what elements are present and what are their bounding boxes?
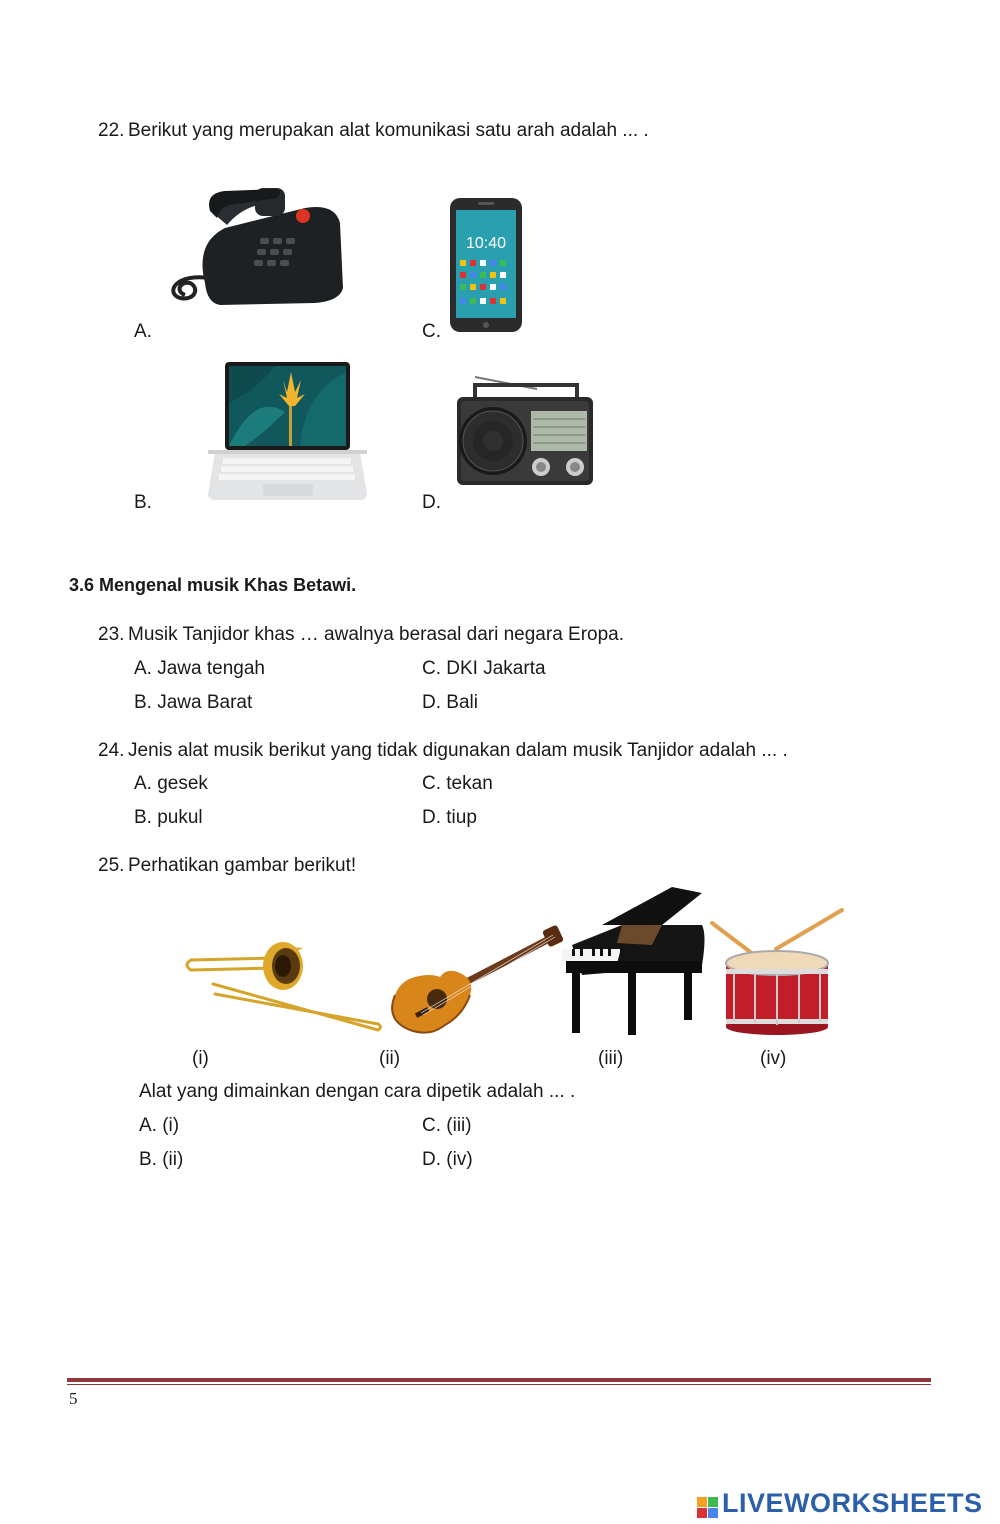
option-a[interactable]: A. Jawa tengah: [134, 658, 265, 679]
trombone-image: [183, 940, 383, 1036]
option-d[interactable]: D. tiup: [422, 807, 477, 828]
option-c[interactable]: C.: [422, 321, 441, 342]
option-c[interactable]: C. (iii): [422, 1115, 472, 1136]
option-b[interactable]: B. pukul: [134, 807, 203, 828]
question-text: Berikut yang merupakan alat komunikasi satu arah adalah ... .: [128, 120, 649, 141]
question-25: [98, 855, 356, 877]
telephone-image[interactable]: [165, 183, 345, 308]
option-b[interactable]: B. (ii): [139, 1149, 184, 1170]
image-label-i: (i): [192, 1048, 209, 1069]
option-b[interactable]: B. Jawa Barat: [134, 692, 253, 713]
option-d[interactable]: D. Bali: [422, 692, 478, 713]
option-d[interactable]: D.: [422, 492, 441, 513]
question-text: Perhatikan gambar berikut!: [128, 855, 357, 876]
option-a[interactable]: A.: [134, 321, 152, 342]
question-prompt: Alat yang dimainkan dengan cara dipetik adalah ... .: [139, 1081, 576, 1102]
page-number: 5: [69, 1389, 78, 1408]
option-a[interactable]: A. (i): [139, 1115, 180, 1136]
image-label-iii: (iii): [598, 1048, 624, 1069]
question-number: 24.: [98, 740, 125, 761]
liveworksheets-logo-icon: [697, 1497, 718, 1518]
piano-image: [562, 885, 710, 1037]
liveworksheets-logo: [697, 1488, 983, 1519]
laptop-image[interactable]: [205, 362, 370, 502]
option-d[interactable]: D. (iv): [422, 1149, 473, 1170]
option-c[interactable]: C. DKI Jakarta: [422, 658, 546, 679]
question-23: [98, 624, 624, 646]
option-c[interactable]: C. tekan: [422, 773, 493, 794]
image-label-ii: (ii): [379, 1048, 401, 1069]
guitar-image: [385, 925, 563, 1035]
drum-image: [710, 905, 846, 1037]
footer-rule: [67, 1378, 931, 1382]
question-number: 23.: [98, 624, 125, 645]
smartphone-image[interactable]: [448, 198, 524, 334]
question-22: [98, 120, 649, 142]
question-text: Musik Tanjidor khas … awalnya berasal dari negara Eropa.: [128, 624, 625, 645]
option-a[interactable]: A. gesek: [134, 773, 208, 794]
question-number: 22.: [98, 120, 125, 141]
phone-clock-text: 10:40: [465, 235, 507, 252]
question-text: Jenis alat musik berikut yang tidak digunakan dalam musik Tanjidor adalah ... .: [128, 740, 788, 761]
question-number: 25.: [98, 855, 125, 876]
liveworksheets-logo-text: LIVEWORKSHEETS: [722, 1488, 983, 1518]
section-heading: 3.6 Mengenal musik Khas Betawi.: [69, 575, 357, 595]
image-label-iv: (iv): [760, 1048, 787, 1069]
question-24: [98, 740, 788, 762]
option-b[interactable]: B.: [134, 492, 152, 513]
radio-image[interactable]: [455, 375, 595, 487]
footer-rule-thin: [67, 1384, 931, 1385]
